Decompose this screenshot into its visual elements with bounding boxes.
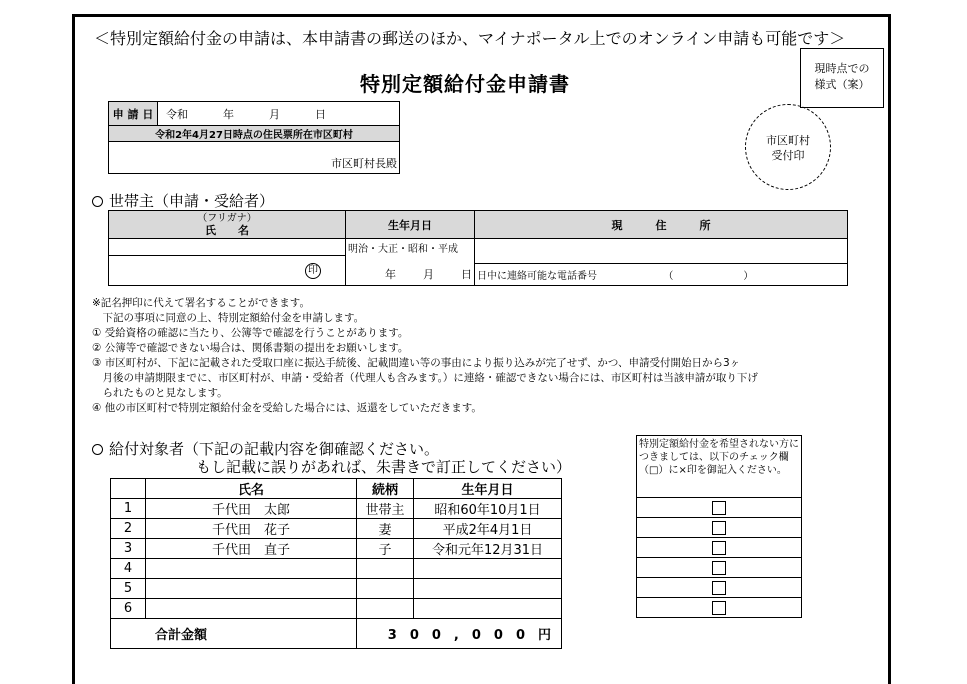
optout-checkbox-2[interactable] [637, 518, 802, 538]
online-notice: ＜特別定額給付金の申請は、本申請書の郵送のほか、マイナポータル上でのオンライン申請も可能です＞ [94, 29, 846, 48]
householder-section-label: 世帯主（申請・受給者） [109, 192, 275, 210]
address-field[interactable] [475, 239, 848, 286]
recipients-table [110, 478, 562, 649]
municipality-field[interactable] [109, 142, 400, 174]
recipient-birthdate[interactable] [414, 559, 562, 579]
recipient-name[interactable] [146, 579, 357, 599]
day-label: 日 [315, 107, 326, 121]
recipients-section-line1: 給付対象者（下記の記載内容を御確認ください。 [109, 440, 440, 458]
checkbox-icon [712, 601, 726, 615]
total-amount: 3 0 0 , 0 0 0 円 [357, 619, 562, 649]
table-row [111, 599, 562, 619]
row-number: 2 [111, 519, 146, 539]
draft-line2: 様式（案） [814, 78, 870, 91]
phone-field[interactable]: （ ） [663, 271, 754, 282]
checkbox-icon [712, 521, 726, 535]
recipient-relation[interactable] [357, 559, 414, 579]
birth-header: 生年月日 [346, 211, 475, 239]
consent-notes [92, 296, 862, 416]
application-date-field[interactable] [158, 102, 400, 126]
address-header: 現 住 所 [475, 211, 848, 239]
era-label: 令和 [166, 107, 188, 121]
table-row [111, 499, 562, 519]
residence-label: 令和2年4月27日時点の住民票所在市区町村 [109, 126, 400, 142]
recipients-section-line2: もし記載に誤りがあれば、朱書きで訂正してください） [196, 458, 572, 476]
furigana-label: （フリガナ） [197, 212, 257, 224]
seal-icon: 印 [305, 263, 321, 279]
page-title: 特別定額給付金申請書 [360, 72, 570, 96]
recipient-birthdate[interactable] [414, 579, 562, 599]
phone-label: 日中に連絡可能な電話番号 [477, 271, 597, 282]
optout-checkbox-4[interactable] [637, 558, 802, 578]
draft-line1: 現時点での [814, 62, 870, 75]
year-label: 年 [223, 107, 234, 121]
total-row [111, 619, 562, 649]
total-label-text: 合計金額 [155, 628, 208, 643]
row-number: 4 [111, 559, 146, 579]
bullet-circle-icon [92, 196, 103, 207]
total-label [111, 619, 357, 649]
note-line: ※記名押印に代えて署名することができます。 [92, 297, 310, 309]
optout-checkbox-6[interactable] [637, 598, 802, 618]
row-number: 5 [111, 579, 146, 599]
recipient-relation[interactable]: 子 [357, 539, 414, 559]
householder-table [108, 210, 848, 286]
checkbox-icon [712, 541, 726, 555]
checkbox-icon [712, 561, 726, 575]
optout-checkbox-5[interactable] [637, 578, 802, 598]
recipient-birthdate[interactable]: 令和元年12月31日 [414, 539, 562, 559]
phone-row [475, 263, 847, 285]
optout-table [636, 435, 802, 618]
recipients-section-title [92, 440, 571, 476]
birth-day-label: 日 [461, 268, 472, 281]
name-label: 氏 名 [205, 223, 249, 237]
birth-year-label: 年 [385, 268, 396, 281]
note-line: ④ 他の市区町村で特別定額給付金を受給した場合には、返還をしていただきます。 [92, 402, 482, 414]
recipient-name[interactable] [146, 559, 357, 579]
recipient-name[interactable]: 千代田 直子 [146, 539, 357, 559]
recipient-name[interactable] [146, 599, 357, 619]
date-label: 申 請 日 [109, 102, 158, 126]
recipient-birthdate[interactable]: 昭和60年10月1日 [414, 499, 562, 519]
row-number: 1 [111, 499, 146, 519]
furigana-field[interactable] [109, 239, 346, 256]
col-header-name: 氏名 [146, 479, 357, 499]
checkbox-icon [712, 501, 726, 515]
mayor-label: 市区町村長殿 [331, 157, 397, 170]
bullet-circle-icon [92, 444, 103, 455]
optout-checkbox-3[interactable] [637, 538, 802, 558]
col-header-no [111, 479, 146, 499]
draft-box [800, 48, 884, 108]
note-line: 下記の事項に同意の上、特別定額給付金を申請します。 [92, 312, 365, 324]
birth-era-options: 明治・大正・昭和・平成 [346, 239, 475, 256]
note-line: ② 公簿等で確認できない場合は、関係書類の提出をお願いします。 [92, 342, 409, 354]
name-field[interactable] [109, 256, 346, 286]
table-row [111, 519, 562, 539]
table-row [111, 559, 562, 579]
stamp-line2: 受付印 [771, 149, 805, 162]
note-line: 月後の申請期限までに、市区町村が、申請・受給者（代理人も含みます。）に連絡・確認できない場合には、市区町村は当該申請が取り下げ [92, 372, 758, 384]
optout-checkbox-1[interactable] [637, 498, 802, 518]
householder-section-title [92, 190, 274, 211]
birth-month-label: 月 [423, 268, 434, 281]
recipient-birthdate[interactable]: 平成2年4月1日 [414, 519, 562, 539]
col-header-relation: 続柄 [357, 479, 414, 499]
recipient-name[interactable]: 千代田 花子 [146, 519, 357, 539]
application-table [108, 101, 400, 174]
recipient-relation[interactable]: 妻 [357, 519, 414, 539]
recipient-birthdate[interactable] [414, 599, 562, 619]
note-line: ① 受給資格の確認に当たり、公簿等で確認を行うことがあります。 [92, 327, 409, 339]
optout-instructions: 特別定額給付金を希望されない方につきましては、以下のチェック欄（□）に×印を御記入ください。 [637, 436, 802, 498]
table-header-row [111, 479, 562, 499]
recipient-relation[interactable]: 世帯主 [357, 499, 414, 519]
birth-date-field[interactable] [346, 256, 475, 286]
row-number: 3 [111, 539, 146, 559]
table-row [111, 579, 562, 599]
name-header [109, 211, 346, 239]
month-label: 月 [269, 107, 280, 121]
recipient-name[interactable]: 千代田 太郎 [146, 499, 357, 519]
reception-stamp-area [745, 104, 831, 190]
row-number: 6 [111, 599, 146, 619]
col-header-birthdate: 生年月日 [414, 479, 562, 499]
stamp-line1: 市区町村 [766, 134, 810, 147]
recipient-relation[interactable] [357, 579, 414, 599]
recipient-relation[interactable] [357, 599, 414, 619]
note-line: られたものと見なします。 [92, 387, 228, 399]
note-line: ③ 市区町村が、下記に記載された受取口座に振込手続後、記載間違い等の事由により振り込みが完了せず、かつ、申請受付開始日から3ヶ [92, 357, 741, 369]
checkbox-icon [712, 581, 726, 595]
table-row [111, 539, 562, 559]
